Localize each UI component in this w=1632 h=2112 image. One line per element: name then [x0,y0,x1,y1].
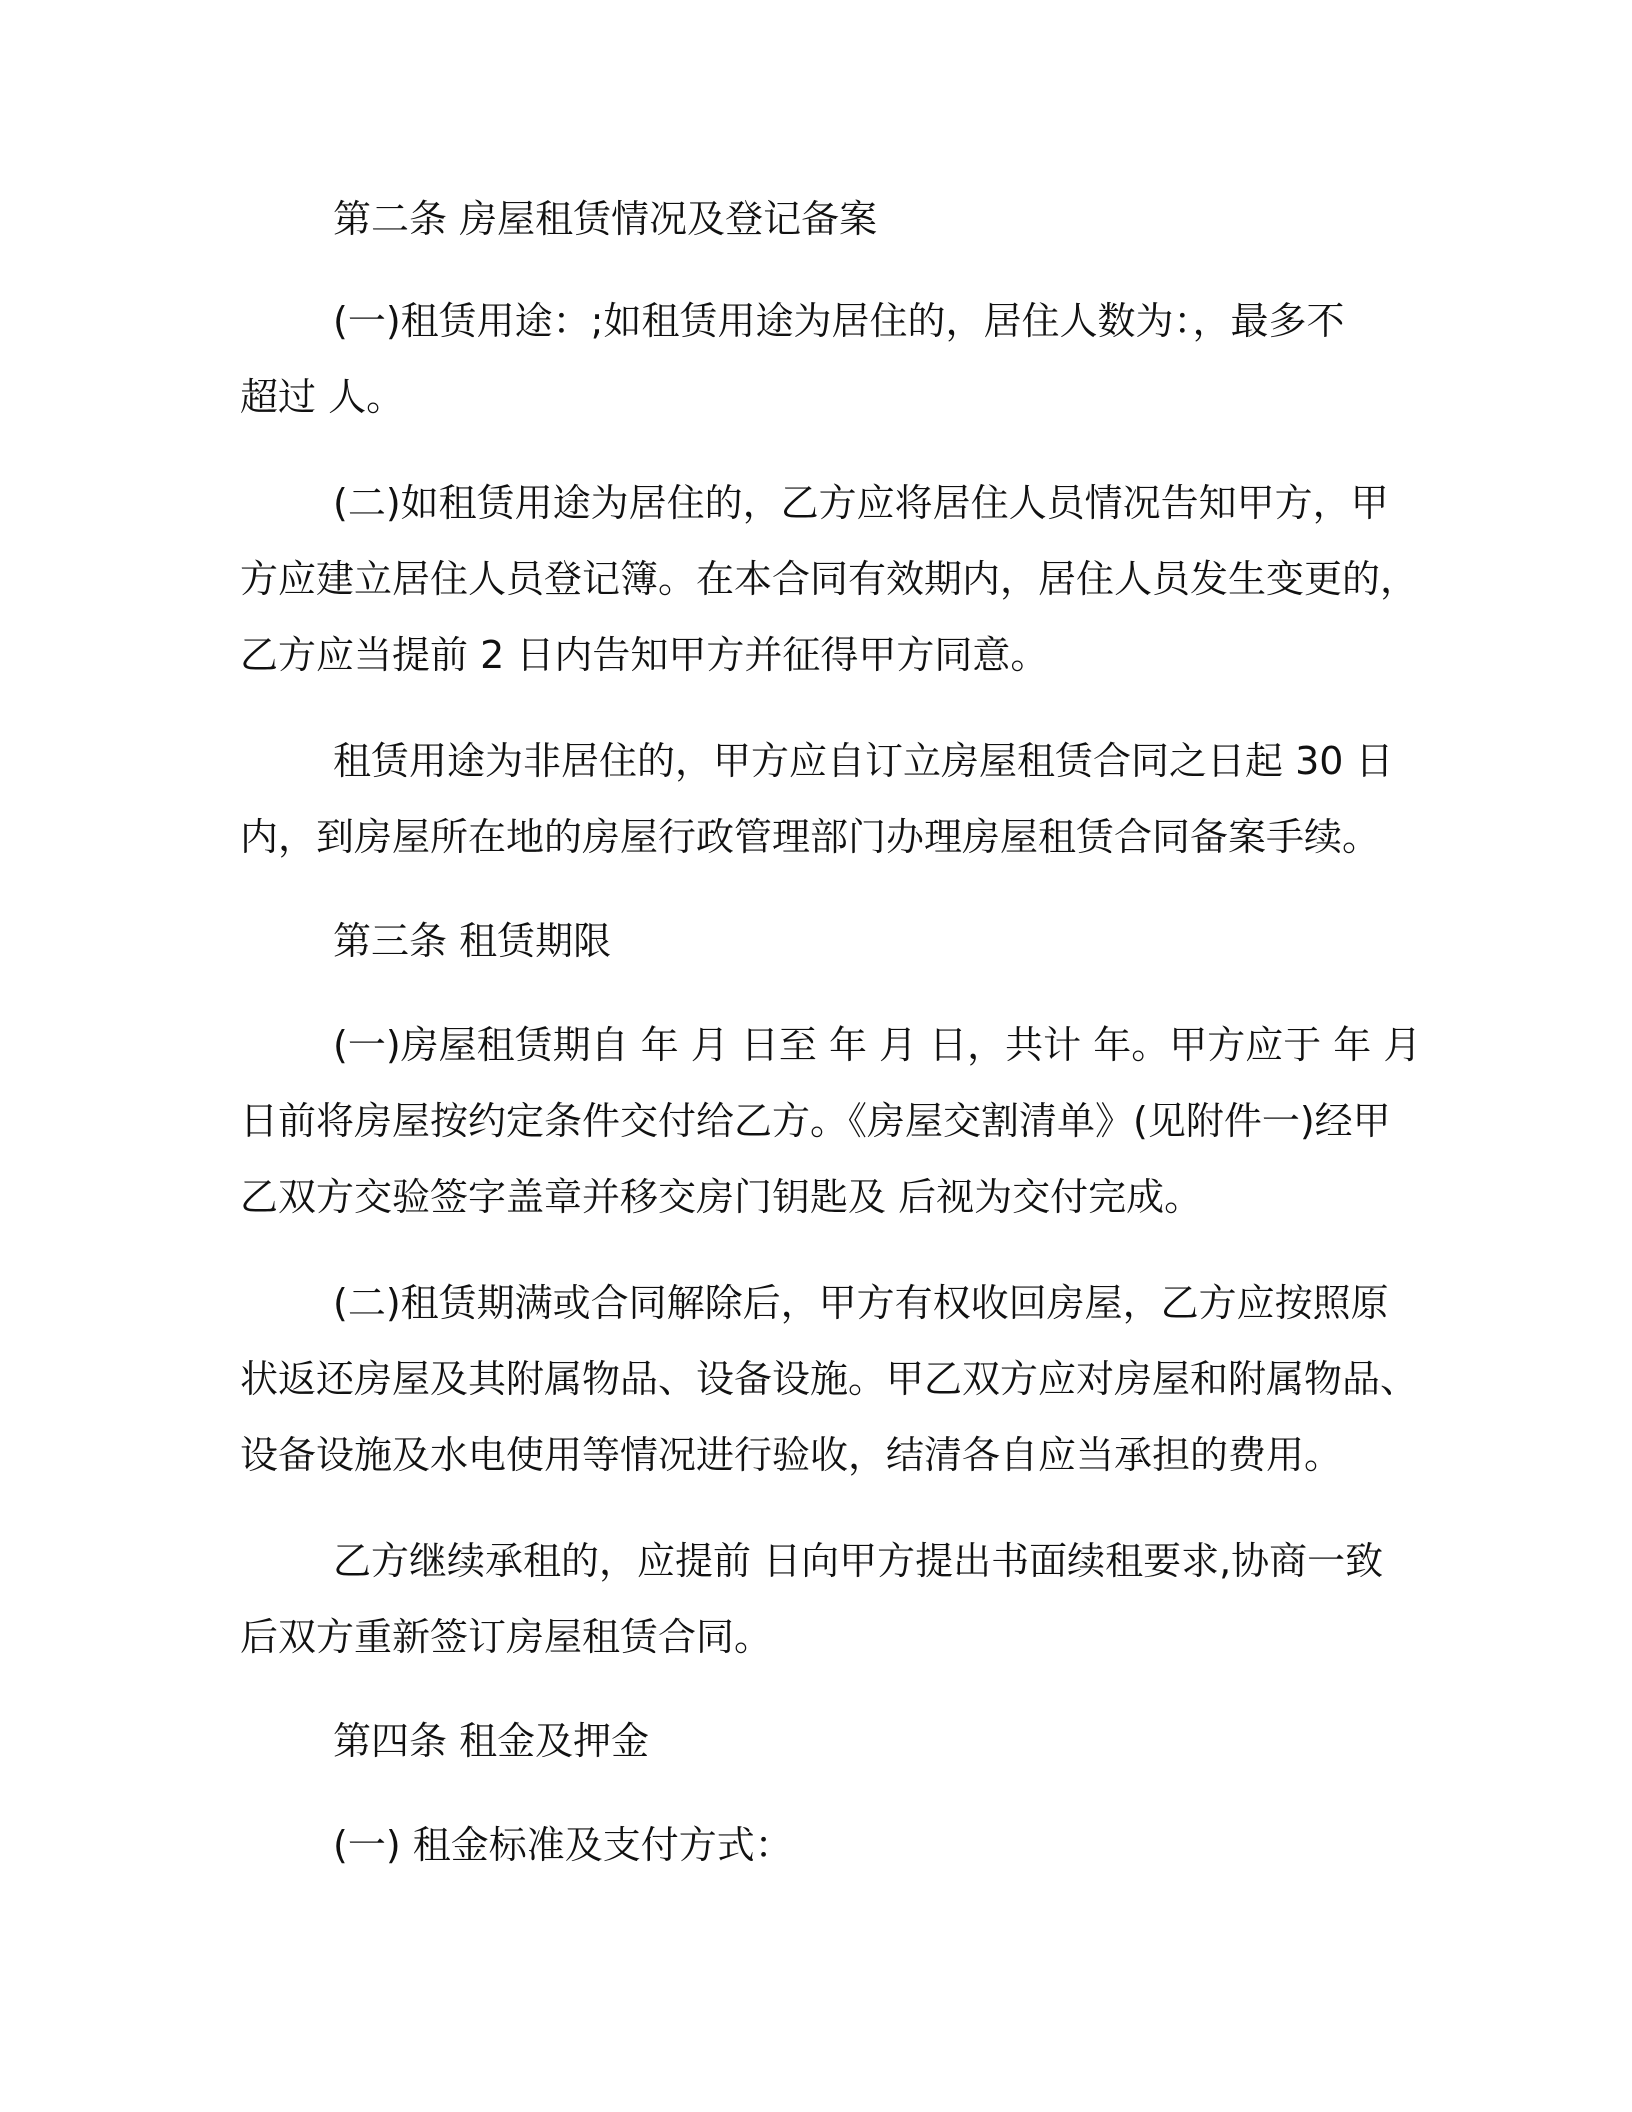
article-3-clause-2-line-3: 设备设施及水电使用等情况进行验收，结清各自应当承担的费用。 [240,1433,1343,1477]
article-3-renewal-line-2: 后双方重新签订房屋租赁合同。 [240,1615,773,1659]
article-3-clause-1-line-1: (一)房屋租赁期自 年 月 日至 年 月 日，共计 年。甲方应于 年 月 [333,1023,1422,1067]
article-2-non-residential-line-2: 内，到房屋所在地的房屋行政管理部门办理房屋租赁合同备案手续。 [240,815,1381,859]
article-2-clause-2-line-1: (二)如租赁用途为居住的，乙方应将居住人员情况告知甲方，甲 [333,481,1389,525]
article-3-heading: 第三条 租赁期限 [333,919,612,963]
article-3-clause-2-line-1: (二)租赁期满或合同解除后，甲方有权收回房屋，乙方应按照原 [333,1281,1389,1325]
article-3-renewal-line-1: 乙方继续承租的，应提前 日向甲方提出书面续租要求,协商一致 [333,1539,1384,1583]
article-3-clause-2-line-2: 状返还房屋及其附属物品、设备设施。甲乙双方应对房屋和附属物品、 [240,1357,1419,1401]
article-2-clause-1-line-2: 超过 人。 [240,375,405,419]
article-2-non-residential-line-1: 租赁用途为非居住的，甲方应自订立房屋租赁合同之日起 30 日 [333,739,1394,783]
article-2-heading: 第二条 房屋租赁情况及登记备案 [333,197,878,241]
article-2-clause-1-line-1: (一)租赁用途：;如租赁用途为居住的，居住人数为：，最多不 [333,299,1345,343]
article-4-heading: 第四条 租金及押金 [333,1719,650,1763]
article-4-clause-1-line-1: (一) 租金标准及支付方式： [333,1823,793,1867]
article-3-clause-1-line-2: 日前将房屋按约定条件交付给乙方。《房屋交割清单》(见附件一)经甲 [240,1099,1391,1143]
article-2-clause-2-line-2: 方应建立居住人员登记簿。在本合同有效期内，居住人员发生变更的， [240,557,1419,601]
article-2-clause-2-line-3: 乙方应当提前 2 日内告知甲方并征得甲方同意。 [240,633,1049,677]
article-3-clause-1-line-3: 乙双方交验签字盖章并移交房门钥匙及 后视为交付完成。 [240,1175,1203,1219]
